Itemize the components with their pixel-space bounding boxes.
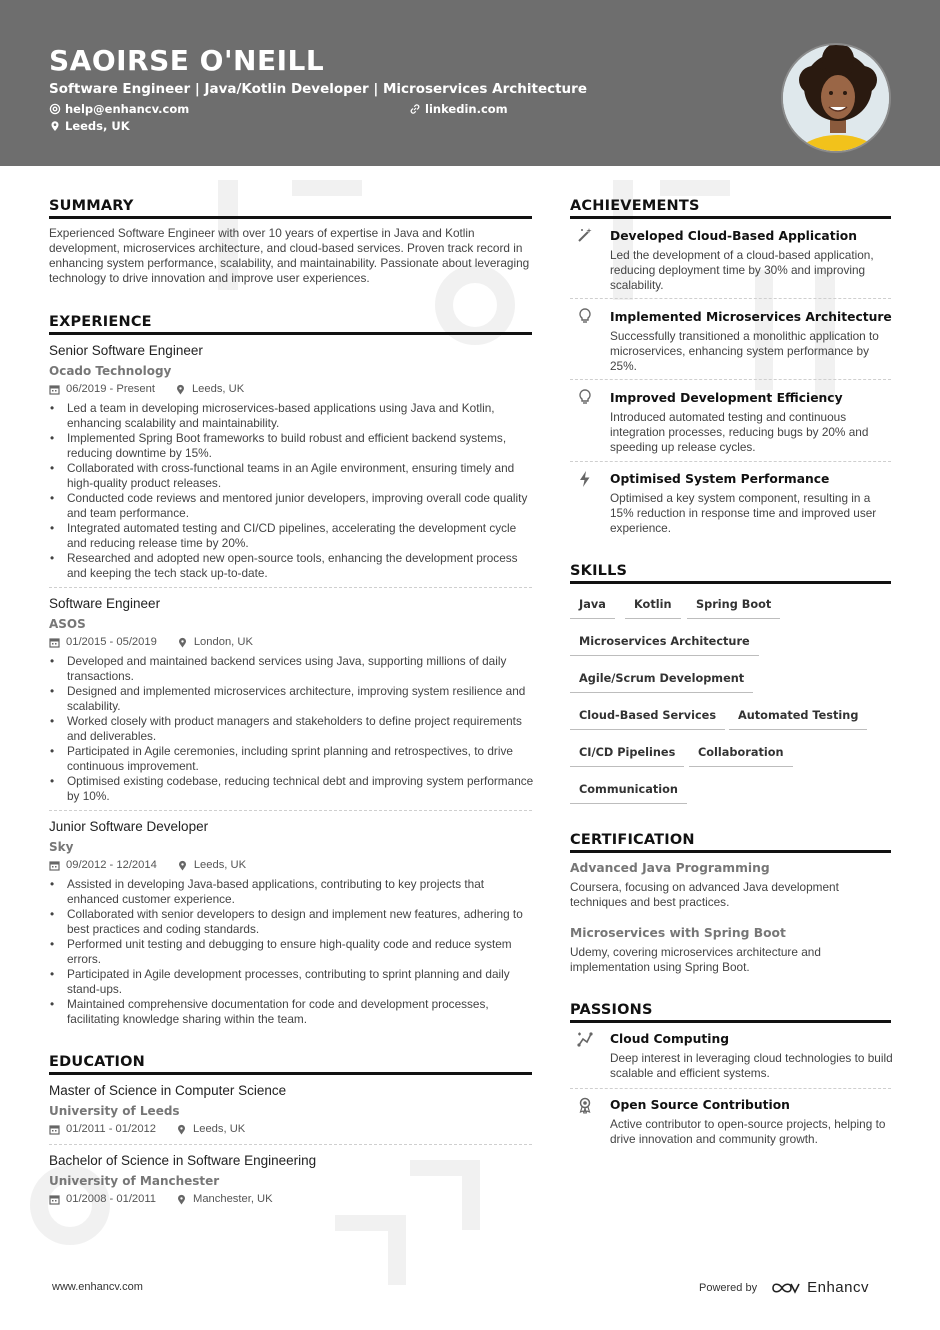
candidate-headline: Software Engineer | Java/Kotlin Developer | Microservices Architecture	[49, 81, 587, 97]
job-dates: 06/2019 - Present	[66, 383, 155, 395]
degree-title: Master of Science in Computer Science	[49, 1083, 287, 1098]
education-location: Manchester, UK	[193, 1193, 273, 1205]
location-text: Leeds, UK	[65, 119, 130, 133]
footer-branding	[699, 1279, 869, 1296]
job-title: Junior Software Developer	[49, 819, 209, 834]
education-meta	[49, 1123, 245, 1135]
experience-rule	[49, 332, 532, 335]
map-pin-icon	[176, 1194, 187, 1205]
skill-tag: Microservices Architecture	[570, 635, 759, 656]
skill-tag: Communication	[570, 783, 687, 804]
email-contact[interactable]	[49, 102, 189, 116]
summary-heading: SUMMARY	[49, 198, 134, 214]
achievement-title: Implemented Microservices Architecture	[610, 310, 892, 324]
company-name: ASOS	[49, 617, 86, 631]
skill-tag: CI/CD Pipelines	[570, 746, 684, 767]
summary-text: Experienced Software Engineer with over 10 years of expertise in Java and Kotlin development, microservices architecture, and cloud-based services. Proven track record in enhancing system performance, scalability, and maintainability. Passionate about leveraging technology to drive innovation and improve user experiences.	[49, 226, 530, 285]
job-title: Senior Software Engineer	[49, 343, 203, 358]
brand-logo[interactable]	[771, 1279, 869, 1296]
skill-tag: Automated Testing	[729, 709, 867, 730]
job-title: Software Engineer	[49, 596, 161, 611]
certification-text: Coursera, focusing on advanced Java development techniques and best practices.	[570, 880, 839, 909]
achievement-title: Improved Development Efficiency	[610, 391, 843, 405]
lightbulb-icon	[576, 388, 594, 406]
divider	[570, 461, 891, 462]
achievements-heading: ACHIEVEMENTS	[570, 198, 700, 214]
job-location: Leeds, UK	[191, 383, 245, 395]
watermark-shape	[462, 1160, 480, 1230]
calendar-icon	[49, 1124, 60, 1135]
location-contact	[49, 119, 130, 133]
skill-tag: Collaboration	[689, 746, 793, 767]
school-name: University of Leeds	[49, 1104, 180, 1118]
divider	[570, 379, 891, 380]
magic-wand-icon	[576, 226, 594, 244]
certification-text: Udemy, covering microservices architecture and implementation using Spring Boot.	[570, 945, 821, 974]
map-pin-icon	[177, 637, 188, 648]
job-dates: 01/2015 - 05/2019	[66, 636, 157, 648]
job-meta	[49, 636, 253, 648]
divider	[49, 1144, 532, 1145]
passion-text: Active contributor to open-source projects, helping to drive innovation and community growth.	[610, 1117, 886, 1146]
cloud-path-icon	[576, 1030, 594, 1048]
candidate-name: SAOIRSE O'NEILL	[49, 44, 325, 77]
company-name: Sky	[49, 840, 74, 854]
lightbulb-icon	[576, 307, 594, 325]
link-icon	[409, 103, 421, 115]
list-item: • Integrated automated testing and CI/CD pipelines, accelerating the development cycle and reducing release time by 20%.	[49, 521, 534, 551]
at-sign-icon	[49, 103, 61, 115]
skill-tag: Cloud-Based Services	[570, 709, 725, 730]
map-pin-icon	[177, 860, 188, 871]
calendar-icon	[49, 637, 60, 648]
lightning-icon	[576, 470, 594, 488]
skill-tag: Agile/Scrum Development	[570, 672, 753, 693]
achievement-text: Led the development of a cloud-based application, reducing deployment time by 30% and improving scalability.	[610, 248, 874, 292]
passions-heading: PASSIONS	[570, 1002, 653, 1018]
achievement-text: Optimised a key system component, resulting in a 15% reduction in response time and improved user experience.	[610, 491, 877, 535]
brand-name: Enhancv	[807, 1279, 869, 1296]
divider	[570, 298, 891, 299]
skills-heading: SKILLS	[570, 563, 628, 579]
education-location: Leeds, UK	[193, 1123, 246, 1135]
map-pin-icon	[49, 120, 61, 132]
list-item: • Researched and adopted new open-source tools, enhancing the development process and keeping the tech stack up-to-date.	[49, 551, 534, 581]
list-item: • Performed unit testing and debugging to ensure high-quality code and reduce system errors.	[49, 937, 534, 967]
achievement-text: Introduced automated testing and continuous integration processes, reducing bugs by 20% and speeding up release cycles.	[610, 410, 869, 454]
profile-photo	[781, 43, 891, 153]
education-dates: 01/2011 - 01/2012	[66, 1123, 156, 1135]
summary-rule	[49, 216, 532, 219]
calendar-icon	[49, 860, 60, 871]
skill-tag: Java	[570, 598, 615, 619]
list-item: • Collaborated with cross-functional teams in an Agile environment, ensuring timely and high-quality product releases.	[49, 461, 534, 491]
award-icon	[576, 1096, 594, 1114]
email-text: help@enhancv.com	[65, 102, 190, 116]
job-bullets	[49, 401, 534, 581]
list-item: • Led a team in developing microservices-based applications using Java and Kotlin, enhancing scalability and maintainability.	[49, 401, 534, 431]
calendar-icon	[49, 384, 60, 395]
certification-rule	[570, 850, 891, 853]
list-item: • Conducted code reviews and mentored junior developers, improving overall code quality and team performance.	[49, 491, 534, 521]
list-item: • Developed and maintained backend services using Java, supporting millions of daily transactions.	[49, 654, 534, 684]
linkedin-contact[interactable]	[409, 102, 508, 116]
degree-title: Bachelor of Science in Software Engineering	[49, 1153, 317, 1168]
map-pin-icon	[176, 1124, 187, 1135]
list-item: • Optimised existing codebase, reducing technical debt and improving system performance by 10%.	[49, 774, 534, 804]
achievements-rule	[570, 216, 891, 219]
resume-header	[0, 0, 940, 166]
passions-rule	[570, 1020, 891, 1023]
watermark-shape	[292, 180, 362, 196]
job-meta	[49, 859, 246, 871]
divider	[49, 587, 532, 588]
linkedin-text: linkedin.com	[425, 102, 508, 116]
passion-text: Deep interest in leveraging cloud technologies to build scalable and efficient systems.	[610, 1051, 893, 1080]
education-rule	[49, 1072, 532, 1075]
job-meta	[49, 383, 244, 395]
job-bullets	[49, 654, 534, 804]
achievement-title: Developed Cloud-Based Application	[610, 229, 857, 243]
education-meta	[49, 1193, 273, 1205]
job-location: Leeds, UK	[193, 859, 247, 871]
list-item: • Implemented Spring Boot frameworks to build robust and efficient backend systems, reducing downtime by 15%.	[49, 431, 534, 461]
skill-tag: Kotlin	[625, 598, 681, 619]
skills-rule	[570, 581, 891, 584]
footer-website[interactable]: www.enhancv.com	[52, 1281, 143, 1293]
list-item: • Assisted in developing Java-based applications, contributing to key projects that enhanced customer experience.	[49, 877, 534, 907]
job-dates: 09/2012 - 12/2014	[66, 859, 157, 871]
list-item: • Participated in Agile ceremonies, including sprint planning and retrospectives, to drive continuous improvement.	[49, 744, 534, 774]
divider	[570, 1088, 891, 1089]
experience-heading: EXPERIENCE	[49, 314, 152, 330]
passion-title: Cloud Computing	[610, 1032, 730, 1046]
skill-tag: Spring Boot	[687, 598, 780, 619]
school-name: University of Manchester	[49, 1174, 220, 1188]
calendar-icon	[49, 1194, 60, 1205]
job-location: London, UK	[193, 636, 253, 648]
watermark-shape	[660, 180, 730, 196]
list-item: • Collaborated with senior developers to design and implement new features, adhering to best practices and coding standards.	[49, 907, 534, 937]
certification-title: Microservices with Spring Boot	[570, 926, 786, 940]
list-item: • Participated in Agile development processes, contributing to sprint planning and daily stand-ups.	[49, 967, 534, 997]
powered-by-text: Powered by	[699, 1281, 758, 1294]
passion-title: Open Source Contribution	[610, 1098, 790, 1112]
education-heading: EDUCATION	[49, 1054, 146, 1070]
education-dates: 01/2008 - 01/2011	[66, 1193, 156, 1205]
certification-title: Advanced Java Programming	[570, 861, 770, 875]
enhancv-logo-icon	[771, 1280, 801, 1296]
company-name: Ocado Technology	[49, 364, 172, 378]
watermark-shape	[388, 1215, 406, 1285]
divider	[49, 810, 532, 811]
list-item: • Designed and implemented microservices architecture, improving system resilience and scalability.	[49, 684, 534, 714]
list-item: • Worked closely with product managers and stakeholders to define project requirements and deliverables.	[49, 714, 534, 744]
list-item: • Maintained comprehensive documentation for code and development processes, facilitating knowledge sharing within the team.	[49, 997, 534, 1027]
job-bullets	[49, 877, 534, 1027]
achievement-title: Optimised System Performance	[610, 472, 830, 486]
achievement-text: Successfully transitioned a monolithic application to microservices, enhancing system performance by 25%.	[610, 329, 879, 373]
certification-heading: CERTIFICATION	[570, 832, 695, 848]
map-pin-icon	[175, 384, 186, 395]
